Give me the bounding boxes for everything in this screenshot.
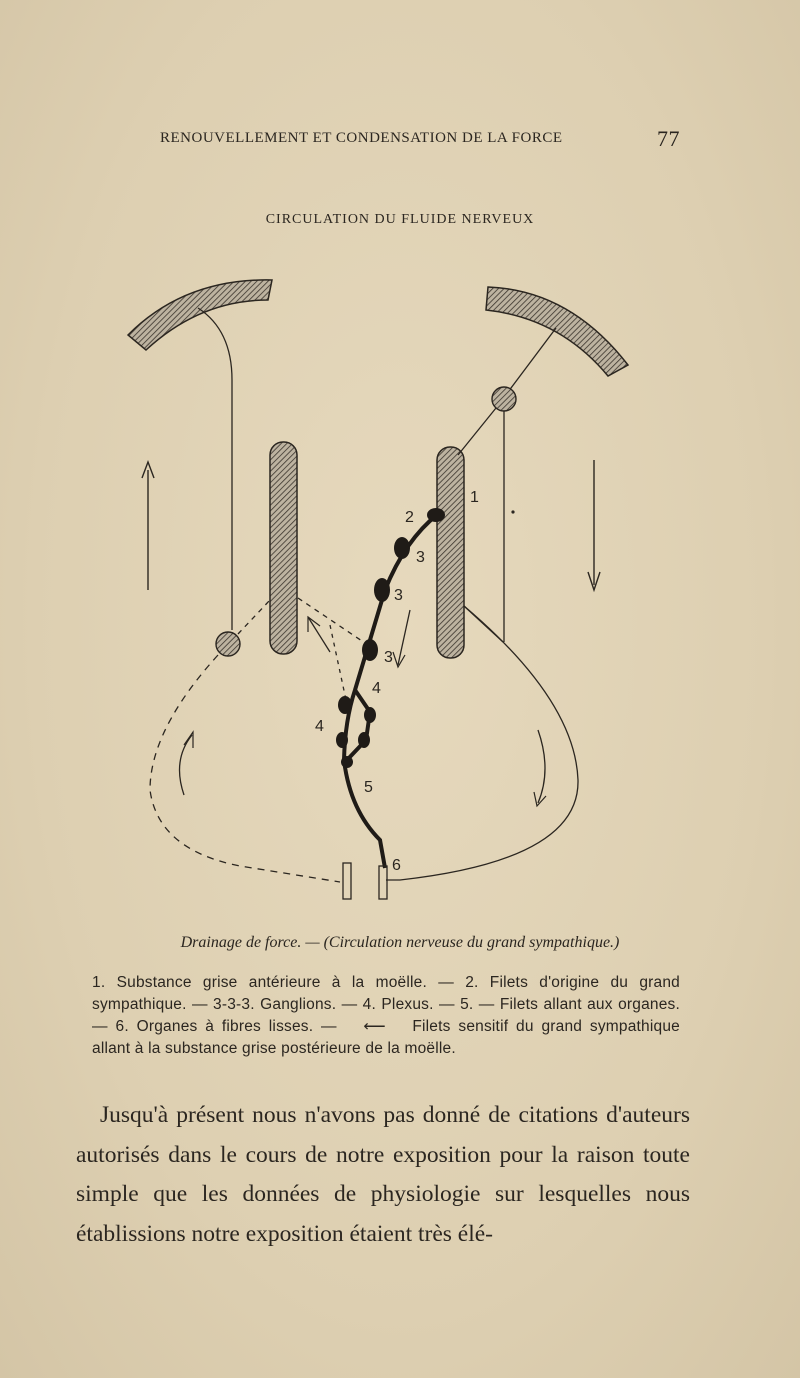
label-3c: 3 [384, 649, 393, 666]
legend-text-start: 1. Substance grise antérieure à la moëlle. — 2. Filets d'origine du grand sympathique. — 3-3-3. Ganglions. — 4. Plexus. — 5. — Filets allant aux organes. — 6. Organes à fibres lisses. — [92, 974, 680, 1035]
right-spinal-bar [437, 447, 464, 658]
left-spinal-bar [270, 442, 297, 654]
chain-ganglion [362, 639, 378, 661]
plexus-node [358, 732, 370, 748]
right-return-loop [386, 606, 578, 880]
label-3b: 3 [394, 587, 403, 604]
legend-text-end: Filets sensitif du grand sympathique allant à la substance grise postérieure de la moëlle. [92, 1018, 680, 1057]
right-arc-shape [486, 287, 628, 376]
label-4a: 4 [372, 680, 381, 697]
label-3a: 3 [416, 549, 425, 566]
figure-legend [92, 972, 680, 1060]
body-text [76, 1096, 690, 1254]
chain-ganglion [427, 508, 445, 522]
figure-caption: Drainage de force. — (Circulation nerveuse du grand sympathique.) [180, 934, 620, 951]
left-dashed-loop [150, 655, 340, 882]
label-6: 6 [392, 857, 401, 874]
plexus-node [341, 756, 353, 768]
plexus-node [336, 732, 348, 748]
page-number: 77 [657, 126, 680, 151]
body-paragraph: Jusqu'à présent nous n'avons pas donné de citations d'auteurs autorisés dans le cours de notre exposition pour la raison toute simple que les données de physiologie sur lesquelles nous établissions notre exposition étaient très élé- [76, 1102, 690, 1247]
plexus-node [364, 707, 376, 723]
plexus-node [338, 696, 352, 714]
label-5: 5 [364, 779, 373, 796]
label-2: 2 [405, 509, 414, 526]
left-descending-nerve [198, 308, 232, 630]
left-arrow-icon: ⟵ [363, 1018, 386, 1035]
left-ganglion [216, 632, 240, 656]
organ-right [379, 866, 387, 899]
right-ganglion [492, 387, 516, 411]
figure-title: CIRCULATION DU FLUIDE NERVEUX [265, 212, 535, 227]
organ-left [343, 863, 351, 899]
running-title: RENOUVELLEMENT ET CONDENSATION DE LA FORCE [160, 130, 563, 146]
left-arc-shape [128, 280, 272, 350]
chain-ganglion [374, 578, 390, 602]
label-1: 1 [470, 489, 479, 506]
chain-ganglion [394, 537, 410, 559]
label-4b: 4 [315, 718, 324, 735]
